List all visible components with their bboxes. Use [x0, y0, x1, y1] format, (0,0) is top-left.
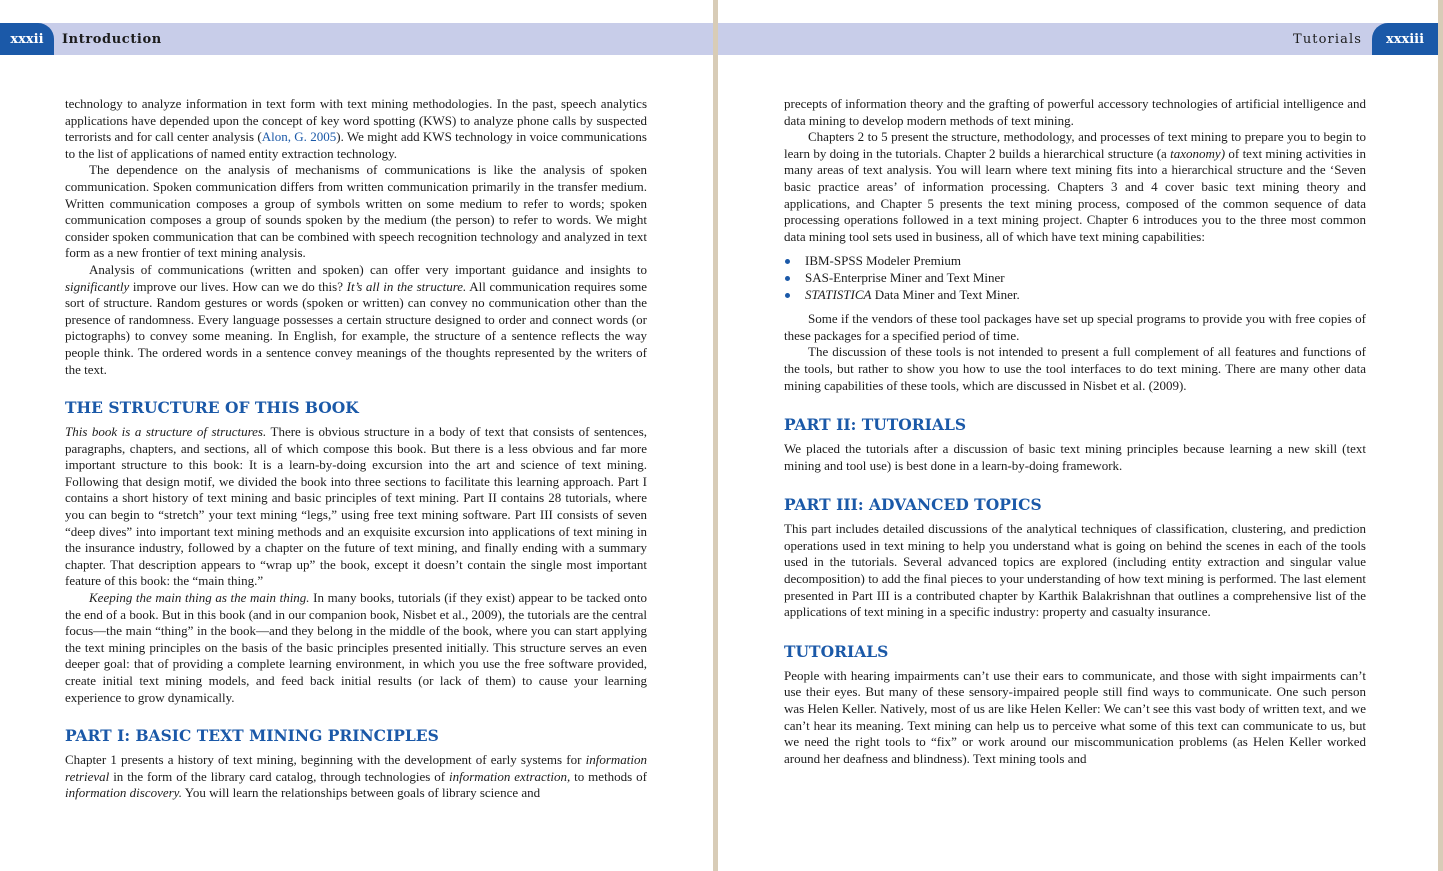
- paragraph: Some if the vendors of these tool packages have set up special programs to provide you with free copies of these packages for a specified period of time.: [784, 311, 1366, 343]
- right-page-column: [784, 96, 1366, 767]
- paragraph: This book is a structure of structures. There is obvious structure in a body of text that consists of sentences, paragraphs, chapters, and sections, all of which compose this book. But there is a less obvious and far more important structure to this book: It is a learn-by-doing excursion into the art and science of text mining. Following that design motif, we divided the book into three sections to facilitate this learning approach. Part I contains a short history of text mining and basic principles of text mining. Part II contains 28 tutorials, where you can begin to “stretch” your text mining “legs,” using free text mining software. Part III consists of seven “deep dives” into important text mining methods and an exquisite excursion into applications of text mining in the insurance industry, followed by a chapter on the future of text mining, and finally ending with a summary chapter. That description appears to “wrap up” the book, except it doesn’t contain the single most important feature of this book: the “main thing.”: [65, 424, 647, 589]
- paragraph: Analysis of communications (written and spoken) can offer very important guidance and insights to significantly improve our lives. How can we do this? It’s all in the structure. All communication requires some sort of structure. Random gestures or words (spoken or written) can convey no communication other than the presence of randomness. Every language possesses a certain structure designed to order and connect words (or pictographs) to convey some meaning. In English, for example, the structure of a sentence reflects the way people think. The ordered words in a sentence convey meanings of the thoughts represented by the writers of the text.: [65, 261, 647, 377]
- paragraph: The dependence on the analysis of mechanisms of communications is like the analysis of spoken communication. Spoken communication differs from written communication primarily in the transfer medium. Written communication composes a group of symbols written on some medium to refer to words; spoken communication composes a group of sounds spoken by the medium (the person) to refer to words. We might consider spoken communication that can be combined with speech recognition technology and analyzed in text form as a new frontier of text mining analysis.: [65, 162, 647, 261]
- paragraph: technology to analyze information in text form with text mining methodologies. In the past, speech analytics applications have depended upon the concept of key word spotting (KWS) to analyze phone calls by suspected terrorists and for call center analysis (Alon, G. 2005). We might add KWS technology in voice communications to the list of applications of named entity extraction technology.: [65, 96, 647, 161]
- left-page-column: [65, 96, 647, 802]
- right-running-title: Tutorials: [1293, 32, 1362, 47]
- book-spine: [713, 0, 718, 871]
- paragraph: Keeping the main thing as the main thing. In many books, tutorials (if they exist) appear to be tacked onto the end of a book. But in this book (and in our companion book, Nisbet et al., 2009), the tutorials are the central focus—the main “thing” in the book—and they belong in the middle of the book, where you can start applying the text mining principles on the basis of the basic principles presented initially. This structure serves an even deeper goal: that of providing a complete learning environment, in which you use the free software provided, create initial text mining models, and feed back initial results (or lack of them) to cause your learning experience to grow dynamically.: [65, 590, 648, 705]
- section-heading-tutorials: TUTORIALS: [784, 641, 889, 661]
- paragraph: People with hearing impairments can’t use their ears to communicate, and those with sight impairments can’t use their eyes. But many of these sensory-impaired people still find ways to communicate. One such person was Helen Keller. Natively, most of us are like Helen Keller: We can’t see this vast body of written text, and we can’t hear its meaning. Text mining can help us to perceive what some of this text can communicate to us, but we need the right tools to “fix” or work around our miscommunication problems (as Helen Keller worked around her deafness and blindness). Text mining tools and: [784, 667, 1366, 766]
- citation-link[interactable]: Alon, G. 2005: [261, 129, 337, 145]
- tool-list: [784, 253, 1366, 303]
- section-heading-part1: PART I: BASIC TEXT MINING PRINCIPLES: [65, 726, 439, 746]
- bullet-icon: [785, 259, 790, 264]
- left-page-number: xxxii: [0, 23, 54, 55]
- bullet-icon: [785, 293, 790, 298]
- list-item: IBM-SPSS Modeler Premium: [784, 253, 1366, 270]
- section-heading-part2: PART II: TUTORIALS: [784, 415, 967, 435]
- list-item: STATISTICA Data Miner and Text Miner.: [784, 287, 1366, 304]
- paragraph: This part includes detailed discussions of the analytical techniques of classification, clustering, and prediction operations used in text mining to help you understand what is going on behind the scenes in each of the tools used in the tutorials. Several advanced topics are explored (including entity extraction and singular value decomposition) to add the final pieces to your understanding of how text mining is performed. The last element presented in Part III is a contributed chapter by Karthik Balakrishnan that outlines a comprehensive list of the applications of text mining in a specific industry: property and casualty insurance.: [784, 521, 1366, 620]
- paragraph: precepts of information theory and the grafting of powerful accessory technologies of artificial intelligence and data mining to develop modern methods of text mining.: [784, 96, 1366, 128]
- paragraph: Chapter 1 presents a history of text mining, beginning with the development of early systems for information retrieval in the form of the library card catalog, through technologies of information extraction, to methods of information discovery. You will learn the relationships between goals of library science and: [65, 752, 647, 801]
- section-heading-structure: THE STRUCTURE OF THIS BOOK: [65, 398, 359, 418]
- bullet-icon: [785, 276, 790, 281]
- right-page-number: xxxiii: [1372, 23, 1438, 55]
- paragraph: The discussion of these tools is not intended to present a full complement of all features and functions of the tools, but rather to show you how to use the tool interfaces to do text mining. There are many other data mining capabilities of these tools, which are discussed in Nisbet et al. (2009).: [784, 344, 1366, 393]
- paragraph: We placed the tutorials after a discussion of basic text mining principles because learning a new skill (text mining and tool use) is best done in a learn-by-doing framework.: [784, 441, 1366, 473]
- page-edge: [1438, 0, 1443, 871]
- list-item: SAS-Enterprise Miner and Text Miner: [784, 270, 1366, 287]
- section-heading-part3: PART III: ADVANCED TOPICS: [784, 495, 1042, 515]
- left-running-title: Introduction: [62, 32, 162, 47]
- paragraph: Chapters 2 to 5 present the structure, methodology, and processes of text mining to prepare you to begin to learn by doing in the tutorials. Chapter 2 builds a hierarchical structure (a taxonomy) of text mining activities in many areas of text analysis. You will learn where text mining fits into a hierarchical structure and the ‘Seven basic practice areas’ of information processing. Chapters 3 and 4 cover basic text mining theory and applications, and Chapter 5 presents the text mining process, composed of the common sequence of data processing operations followed in a text mining project. Chapter 6 introduces you to the three most common data mining tool sets used in business, all of which have text mining capabilities:: [784, 129, 1366, 244]
